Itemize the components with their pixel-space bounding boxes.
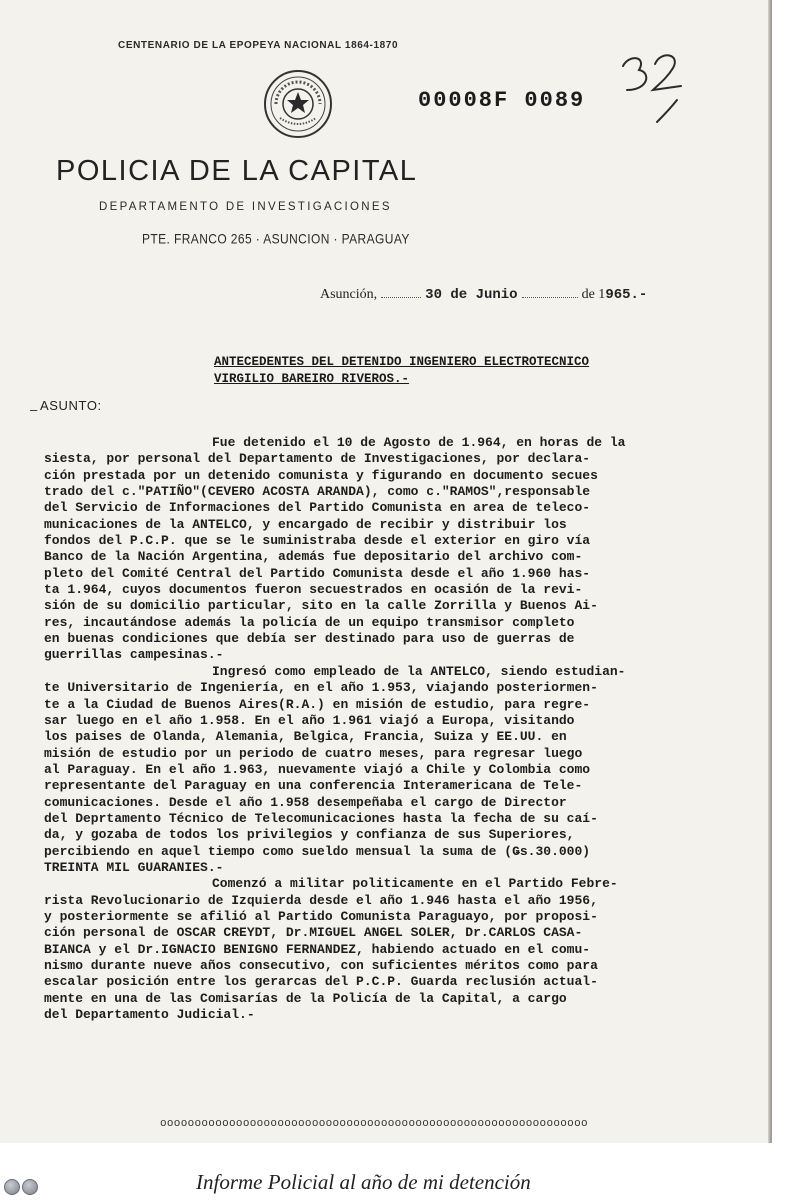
body-line: del Deprtamento Técnico de Telecomunicaciones hasta la fecha de su caí-: [44, 810, 598, 826]
body-line: Ingresó como empleado de la ANTELCO, siendo estudian-: [212, 663, 626, 679]
date-year-prefix: de 1: [581, 287, 606, 302]
date-city: Asunción,: [320, 287, 378, 302]
date-dots: [522, 287, 578, 298]
body-line: da, y gozaba de todos los privilegios y confianza de sus Superiores,: [44, 827, 575, 843]
centenario-heading: CENTENARIO DE LA EPOPEYA NACIONAL 1864-1870: [118, 40, 399, 51]
department-name: DEPARTAMENTO DE INVESTIGACIONES: [99, 201, 392, 213]
asunto-dash: –: [30, 402, 38, 417]
body-line: res, incautándose además la policía de un equipo transmisor completo: [44, 614, 575, 630]
body-line: comunicaciones. Desde el año 1.958 desempeñaba el cargo de Director: [44, 794, 567, 810]
report-body: [44, 435, 772, 1023]
image-caption: Informe Policial al año de mi detención: [196, 1170, 531, 1194]
body-line: ción prestada por un detenido comunista y figurando en documento secues: [44, 467, 598, 483]
body-line: siesta, por personal del Departamento de Investigaciones, por declara-: [44, 451, 591, 467]
body-line: nismo durante nueve años consecutivo, con suficientes méritos como para: [44, 958, 598, 973]
subject-block: [214, 354, 589, 388]
body-line: guerrillas campesinas.-: [44, 647, 224, 663]
body-line: y posteriormente se afilió al Partido Comunista Paraguayo, por proposi-: [44, 908, 598, 924]
body-line: rista Revolucionario de Izquierda desde el año 1.946 hasta el año 1956,: [44, 892, 598, 908]
body-line: sión de su domicilio particular, sito en la calle Zorrilla y Buenos Ai-: [44, 598, 598, 614]
date-year-suffix: 965.-: [605, 287, 648, 303]
body-line: TREINTA MIL GUARANIES.-: [44, 859, 224, 875]
handwritten-page-number: [615, 46, 705, 126]
body-line: del Servicio de Informaciones del Partido Comunista en area de teleco-: [44, 500, 591, 516]
scan-edge: [768, 0, 772, 1143]
coat-of-arms-seal-icon: [262, 68, 334, 140]
body-line: percibiendo en aquel tiempo como sueldo mensual la suma de (Ǥs.30.000): [44, 843, 591, 859]
page-title: POLICIA DE LA CAPITAL: [56, 155, 418, 187]
body-line: te a la Ciudad de Buenos Aires(R.A.) en misión de estudio, para regre-: [44, 696, 591, 712]
subject-line: ANTECEDENTES DEL DETENIDO INGENIERO ELECTROTECNICO: [214, 355, 590, 369]
body-line: ción personal de OSCAR CREYDT, Dr.MIGUEL ANGEL SOLER, Dr.CARLOS CASA-: [44, 925, 583, 941]
document-code: 00008F 0089: [418, 88, 586, 113]
body-line: los paises de Olanda, Alemania, Belgica, Francia, Suiza y EE.UU. en: [44, 729, 567, 745]
nav-dot-icon[interactable]: [22, 1179, 38, 1195]
date-dots: [381, 287, 421, 298]
date-day-month: 30 de Junio: [425, 287, 518, 303]
body-line: fondos del P.C.P. que se le suministraba desde el exterior en giro vía: [44, 533, 591, 549]
body-line: al Paraguay. En el año 1.963, nuevamente viajó a Chile y Colombia como: [44, 761, 591, 777]
nav-dot-icon[interactable]: [4, 1179, 20, 1195]
body-line: te Universitario de Ingeniería, en el año 1.953, viajando posteriormen-: [44, 680, 598, 696]
body-line: pleto del Comité Central del Partido Comunista desde el año 1.960 has-: [44, 565, 591, 581]
body-line: Banco de la Nación Argentina, además fue depositario del archivo com-: [44, 549, 583, 565]
body-line: misión de estudio por un periodo de cuatro meses, para regresar luego: [44, 745, 583, 761]
separator-line: oooooooooooooooooooooooooooooooooooooooooooooooooooooooooooooo: [160, 1118, 588, 1130]
body-line: Fue detenido el 10 de Agosto de 1.964, en horas de la: [212, 435, 626, 450]
body-line: mente en una de las Comisarías de la Policía de la Capital, a cargo: [44, 990, 567, 1006]
nav-buttons: [4, 1179, 38, 1195]
asunto-label: ASUNTO:: [40, 398, 102, 413]
date-line: [320, 287, 647, 303]
body-line: municaciones de la ANTELCO, y encargado de recibir y distribuir los: [44, 516, 567, 532]
body-line: ta 1.964, cuyos documentos fueron secuestrados en ocasión de la revi-: [44, 582, 583, 598]
body-line: representante del Paraguay en una conferencia Interamericana de Tele-: [44, 778, 583, 794]
body-line: del Departamento Judicial.-: [44, 1007, 255, 1023]
subject-line: VIRGILIO BAREIRO RIVEROS.-: [214, 372, 410, 386]
body-line: sar luego en el año 1.958. En el año 1.961 viajó a Europa, visitando: [44, 712, 575, 728]
body-line: en buenas condiciones que debía ser destinado para uso de guerras de: [44, 631, 575, 647]
body-line: Comenzó a militar politicamente en el Partido Febre-: [212, 876, 618, 892]
body-line: escalar posición entre los gerarcas del P.C.P. Guarda reclusión actual-: [44, 974, 598, 990]
body-line: trado del c."PATIÑO"(CEVERO ACOSTA ARANDA), como c."RAMOS",responsable: [44, 484, 591, 500]
address: PTE. FRANCO 265 · ASUNCION · PARAGUAY: [142, 231, 410, 248]
body-line: BIANCA y el Dr.IGNACIO BENIGNO FERNANDEZ, habiendo actuado en el comu-: [44, 941, 591, 957]
